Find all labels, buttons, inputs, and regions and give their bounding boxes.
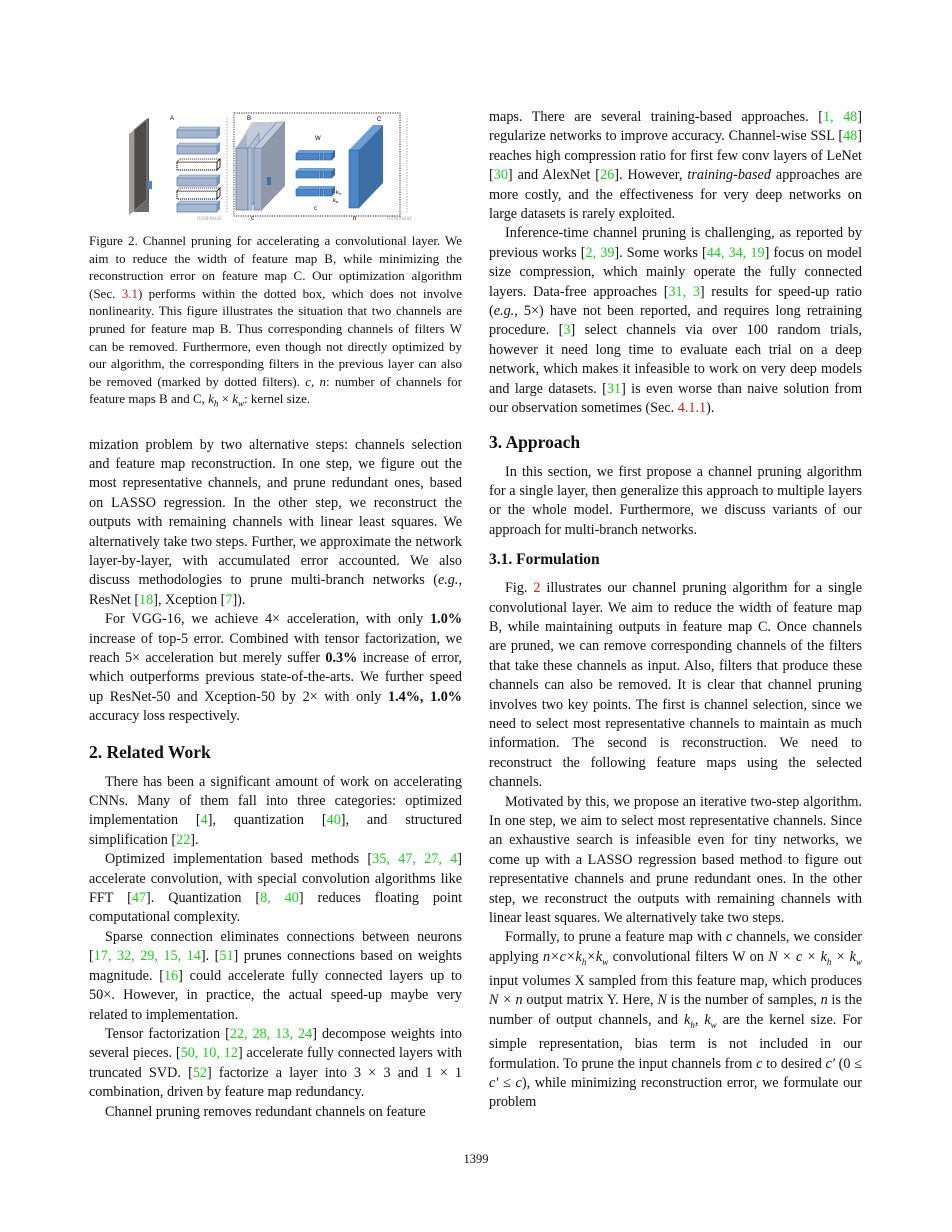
svg-text:n: n [353,216,357,222]
section-heading-approach: 3. Approach [489,431,581,452]
feature-map-b [236,116,285,222]
citation-link[interactable]: 3 [563,322,571,339]
citation-link[interactable]: 8, 40 [260,890,299,907]
formulation-paragraph-2: Motivated by this, we propose an iterative two-step algorithm. In one step, we aim to select most representative channels. Since an exhaustive search is infeasible even for tiny networks, we come up with a LASSO regression based method to figure out representative channels and prune redundant ones. In the other step, we reconstruct the outputs with remaining channels with linear least squares. We alternatively take two steps. [489,793,862,927]
svg-text:A: A [170,116,175,122]
citation-link[interactable]: 31, 3 [668,283,700,300]
related-paragraph-1: There has been a significant amount of work on accelerating CNNs. Many of them fall into three categories: optimized implementation [4], quantization [40], and structured simplification [22]. [89,773,462,848]
citation-link[interactable]: 4 [200,812,208,829]
svg-text:kh: kh [336,190,341,196]
page-number: 1399 [463,1152,489,1166]
citation-link[interactable]: 35, 47, 27, 4 [372,851,458,868]
svg-text:W: W [315,136,321,142]
citation-link[interactable]: 22 [176,831,191,848]
figure-caption: Figure 2. Channel pruning for accelerating a convolutional layer. We aim to reduce the width of feature map B, while minimizing the reconstruction error on feature map C. Our optimization algorithm (Sec. 3.1) performs within the dotted box, which does not involve nonlinearity. This figure illustrates the situation that two channels are pruned for feature map B. Thus corresponding channels of filters W can be removed. Furthermore, even though not directly optimized by our algorithm, the corresponding filters in the previous layer can also be removed (marked by dotted filters). c, n: number of channels for feature maps B and C, $k_h \times k_w$: kernel size. [89,233,463,409]
citation-link[interactable]: 2, 39 [585,244,615,261]
feature-map-c [349,117,383,222]
filters-w [296,136,341,212]
svg-text:kw: kw [333,198,339,204]
channel-pruning-diagram [89,108,462,223]
previous-layer-filters [177,127,220,212]
svg-text:B: B [247,116,252,122]
intro-paragraph-continued: mization problem by two alternative steps: channels selection and feature map reconstruction. In one step, we figure out the most representative channels, and prune redundant ones, based on LASSO regression. In the other step, we reconstruct the outputs with remaining channels with linear least squares. We alternatively take two steps. Further, we approximate the network layer-by-layer, with accumulated error accounted. We also discuss methodologies to prune multi-branch networks (e.g., ResNet [18], Xception [7]). [89,436,462,608]
citation-link[interactable]: 51 [219,948,234,965]
feature-map-a [129,116,174,215]
citation-link[interactable]: 50, 10, 12 [180,1045,238,1062]
citation-link[interactable]: 52 [192,1064,207,1081]
citation-link[interactable]: 31 [606,380,622,397]
related-paragraph-4: Tensor factorization [22, 28, 13, 24] decompose weights into several pieces. [50, 10, 12] accelerate fully connected layers with truncated SVD. [52] factorize a layer into 3 × 3 and 1 × 1 combination, driven by feature map redundancy. [89,1025,463,1101]
subsection-heading-formulation: 3.1. Formulation [489,551,600,569]
results-paragraph: For VGG-16, we achieve 4× acceleration, with only 1.0% increase of top-5 error. Combined with tensor factorization, we reach 5× acceleration but merely suffer 0.3% increase of error, which outperforms previous state-of-the-arts. We further speed up ResNet-50 and Xception-50 by 2× with only 1.4%, 1.0% accuracy loss respectively. [89,611,462,725]
related-paragraph-5: Channel pruning removes redundant channels on feature [105,1103,426,1120]
figure-2 [89,108,462,223]
left-column [89,108,462,1122]
citation-link[interactable]: 30 [493,167,508,184]
citation-link[interactable]: 40 [326,812,341,829]
right-column [489,108,862,1113]
svg-text:nonlinear: nonlinear [387,216,412,222]
citation-link[interactable]: 44, 34, 19 [706,244,765,261]
svg-text:C: C [377,117,382,123]
citation-link[interactable]: 26 [600,167,615,184]
section-ref-link[interactable]: 3.1 [121,285,138,301]
citation-link[interactable]: 22, 28, 13, 24 [229,1025,313,1042]
citation-link[interactable]: 17, 32, 29, 15, 14 [93,948,201,965]
svg-text:c: c [251,216,254,222]
citation-link[interactable]: 18 [139,591,154,608]
formulation-paragraph-3: Formally, to prune a feature map with c channels, we consider applying $n\times c\times k_h\times k_w$ convolutional filters W on $N \times c \times k_h \times k_w$ input volumes X sampled from this feature map, which produces N × n output matrix Y. Here, N is the number of samples, n is the number of output channels, and $k_h$, $k_w$ are the kernel size. For simple representation, bias term is not included in our formulation. To prune the input channels from c to desired c′ (0 ≤ c′ ≤ c), while minimizing reconstruction error, we formulate our problem [489,929,862,1111]
figure-ref-link[interactable]: 2 [533,580,541,597]
related-paragraph-5-continued: maps. There are several training-based approaches. [1, 48] regularize networks to improve accuracy. Channel-wise SSL [48] reaches high compression ratio for first few conv layers of LeNet [30] and AlexNet [26]. However, training-based approaches are more costly, and the effectiveness for very deep networks on large datasets is rarely exploited. [489,109,862,223]
related-paragraph-2: Optimized implementation based methods [35, 47, 27, 4] accelerate convolution, with special convolution algorithms like FFT [47]. Quantization [8, 40] reduces floating point computational complexity. [89,851,463,926]
approach-paragraph: In this section, we first propose a channel pruning algorithm for a single layer, then generalize this approach to multiple layers or the whole model. Furthermore, we discuss variants of our approach for multi-branch networks. [489,463,862,538]
section-heading-related-work: 2. Related Work [89,741,211,762]
citation-link[interactable]: 1, 48 [822,109,858,125]
related-paragraph-6: Inference-time channel pruning is challenging, as reported by previous works [2, 39]. Some works [44, 34, 19] focus on model size compression, which mainly operate the fully connected layers. Data-free approaches [31, 3] results for speed-up ratio (e.g., 5×) have not been reported, and requires long retraining procedure. [3] select channels via over 100 random trials, however it need long time to evaluate each trial on a deep network, which makes it infeasible to work on very deep models and large datasets. [31] is even worse than naive solution from our observation sometimes (Sec. 4.1.1). [489,225,863,417]
citation-link[interactable]: 16 [163,967,179,984]
citation-link[interactable]: 48 [843,128,858,145]
section-ref-link[interactable]: 4.1.1 [677,400,707,417]
svg-text:nonlinear: nonlinear [197,216,222,222]
citation-link[interactable]: 47 [131,890,147,907]
svg-text:c: c [314,206,317,212]
formulation-paragraph-1: Fig. 2 illustrates our channel pruning algorithm for a single convolutional layer. We aim to reduce the width of feature map B, while maintaining outputs in feature map C. Once channels are pruned, we can remove corresponding channels of the filters that take these channels as input. Also, filters that produce these channels can also be removed. It is clear that channel pruning involves two key points. The first is channel selection, since we need to select most representative channels to maintain as much information. The second is reconstruction. We need to reconstruct the following feature maps using the selected channels. [489,580,862,791]
related-paragraph-3: Sparse connection eliminates connections between neurons [17, 32, 29, 15, 14]. [51] prunes connections based on weights magnitude. [16] could accelerate fully connected layers up to 50×. However, in practice, the actual speed-up maybe very related to implementation. [89,928,462,1023]
citation-link[interactable]: 7 [225,591,233,608]
